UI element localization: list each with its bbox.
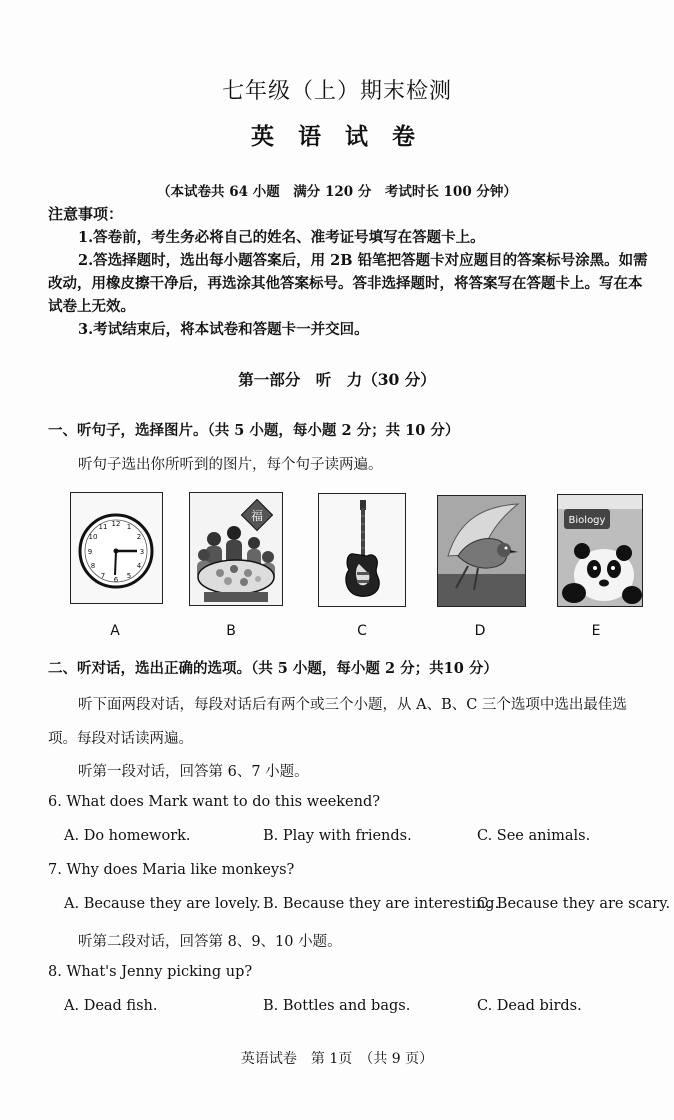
question-6-option-b[interactable]: B. Play with friends. bbox=[263, 828, 412, 844]
question-6-stem: 6. What does Mark want to do this weekend? bbox=[48, 794, 381, 810]
biology-book-panda-icon bbox=[558, 495, 642, 606]
section2-heading: 二、听对话，选出正确的选项。（共 5 小题，每小题 2 分；共10 分） bbox=[48, 660, 498, 677]
picture-c-label: C bbox=[357, 623, 367, 639]
question-8-option-b[interactable]: B. Bottles and bags. bbox=[263, 998, 411, 1014]
clock-icon bbox=[71, 493, 162, 603]
svg-text:9: 9 bbox=[87, 548, 93, 556]
question-6-option-a[interactable]: A. Do homework. bbox=[64, 828, 191, 844]
svg-text:10: 10 bbox=[88, 533, 98, 541]
question-8-option-c[interactable]: C. Dead birds. bbox=[477, 998, 582, 1014]
svg-text:5: 5 bbox=[126, 572, 132, 580]
picture-b-frame[interactable] bbox=[189, 492, 283, 606]
picture-d-label: D bbox=[474, 623, 486, 639]
section1-heading: 一、听句子，选择图片。（共 5 小题，每小题 2 分；共 10 分） bbox=[48, 422, 460, 439]
electric-guitar-icon bbox=[319, 494, 405, 606]
picture-a-label: A bbox=[110, 623, 120, 639]
fu-sign-text: 福 bbox=[250, 509, 264, 523]
picture-c-frame[interactable] bbox=[318, 493, 406, 607]
picture-e-frame[interactable] bbox=[557, 494, 643, 607]
dialog1-note: 听第一段对话，回答第 6、7 小题。 bbox=[78, 764, 309, 780]
page-footer: 英语试卷 第 1页 （共 9 页） bbox=[240, 1051, 434, 1067]
note-item-3: 3.考试结束后，将本试卷和答题卡一并交回。 bbox=[78, 321, 369, 338]
svg-text:6: 6 bbox=[113, 576, 119, 584]
svg-text:11: 11 bbox=[98, 523, 108, 531]
svg-text:7: 7 bbox=[100, 572, 106, 580]
section1-instruction: 听句子选出你所听到的图片，每个句子读两遍。 bbox=[78, 457, 383, 473]
question-7-option-c[interactable]: C. Because they are scary. bbox=[477, 896, 671, 912]
svg-text:12: 12 bbox=[111, 520, 121, 528]
picture-a-frame[interactable] bbox=[70, 492, 163, 604]
question-7-stem: 7. Why does Maria like monkeys? bbox=[48, 862, 295, 878]
part1-heading: 第一部分 听 力（30 分） bbox=[238, 370, 436, 389]
notes-heading: 注意事项： bbox=[48, 205, 124, 223]
question-8-option-a[interactable]: A. Dead fish. bbox=[64, 998, 158, 1014]
question-7-option-a[interactable]: A. Because they are lovely. bbox=[64, 896, 261, 912]
exam-subject-title: 英 语 试 卷 bbox=[250, 123, 424, 150]
question-8-stem: 8. What's Jenny picking up? bbox=[48, 964, 253, 980]
exam-info: （本试卷共 64 小题 满分 120 分 考试时长 100 分钟） bbox=[157, 184, 517, 200]
picture-b-label: B bbox=[226, 623, 236, 639]
dialog2-note: 听第二段对话，回答第 8、9、10 小题。 bbox=[78, 934, 342, 950]
pigeon-icon bbox=[438, 496, 525, 606]
family-dinner-icon bbox=[190, 493, 282, 605]
svg-text:2: 2 bbox=[136, 533, 142, 541]
exam-title: 七年级（上）期末检测 bbox=[221, 79, 452, 104]
svg-text:3: 3 bbox=[139, 548, 145, 556]
question-7-option-b[interactable]: B. Because they are interesting. bbox=[263, 896, 500, 912]
question-6-option-c[interactable]: C. See animals. bbox=[477, 828, 591, 844]
picture-d-frame[interactable] bbox=[437, 495, 526, 607]
section2-instruction: 听下面两段对话，每段对话后有两个或三个小题，从 A、B、C 三个选项中选出最佳选项。每段对话读两遍。 bbox=[48, 697, 627, 747]
svg-text:1: 1 bbox=[126, 523, 132, 531]
book-title-text: Biology bbox=[568, 515, 606, 526]
picture-e-label: E bbox=[591, 623, 601, 639]
svg-text:4: 4 bbox=[136, 562, 142, 570]
note-item-2: 2.答选择题时，选出每小题答案后，用 2B 铅笔把答题卡对应题目的答案标号涂黑。如需改动，用橡皮擦干净后，再选涂其他答案标号。答非选择题时，将答案写在答题卡上。写在本试卷上无效。 bbox=[48, 252, 648, 315]
note-item-1: 1.答卷前，考生务必将自己的姓名、准考证号填写在答题卡上。 bbox=[78, 229, 485, 246]
svg-text:8: 8 bbox=[90, 562, 96, 570]
